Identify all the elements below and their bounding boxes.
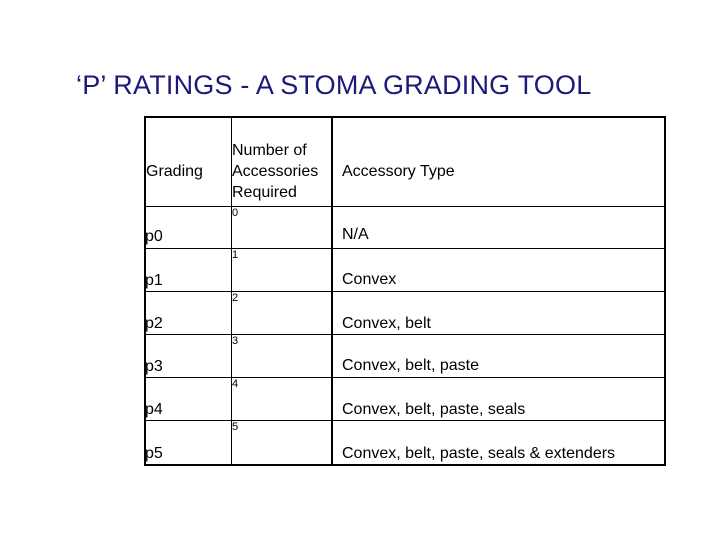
header-number-line-1: Number of (232, 142, 307, 159)
row-divider (144, 334, 666, 335)
row-count: 4 (232, 378, 239, 390)
row-grade: p4 (145, 401, 163, 418)
row-accessory-type: Convex, belt, paste, seals (342, 401, 526, 418)
row-count: 2 (232, 292, 239, 304)
row-divider (144, 420, 666, 421)
row-accessory-type: Convex (342, 271, 397, 288)
header-number-line-3: Required (232, 184, 297, 201)
row-divider (144, 377, 666, 378)
header-number-line-2: Accessories (232, 163, 319, 180)
row-count: 5 (232, 421, 239, 433)
page-title: ‘P’ RATINGS - A STOMA GRADING TOOL (76, 70, 592, 100)
row-grade: p3 (145, 358, 163, 375)
row-count: 3 (232, 335, 239, 347)
row-divider (144, 248, 666, 249)
header-grading: Grading (146, 163, 203, 180)
row-accessory-type: Convex, belt, paste (342, 357, 479, 374)
header-accessory-type: Accessory Type (342, 163, 455, 180)
header-number-of-accessories (232, 140, 318, 203)
row-accessory-type: Convex, belt, paste, seals & extenders (342, 445, 616, 462)
row-grade: p2 (145, 315, 163, 332)
row-grade: p5 (145, 445, 163, 462)
row-grade: p1 (145, 272, 163, 289)
row-accessory-type: Convex, belt (342, 315, 431, 332)
row-accessory-type: N/A (342, 226, 369, 243)
row-grade: p0 (145, 228, 163, 245)
row-divider (144, 291, 666, 292)
row-count: 1 (232, 249, 239, 261)
row-divider (144, 206, 666, 207)
row-count: 0 (232, 207, 239, 219)
